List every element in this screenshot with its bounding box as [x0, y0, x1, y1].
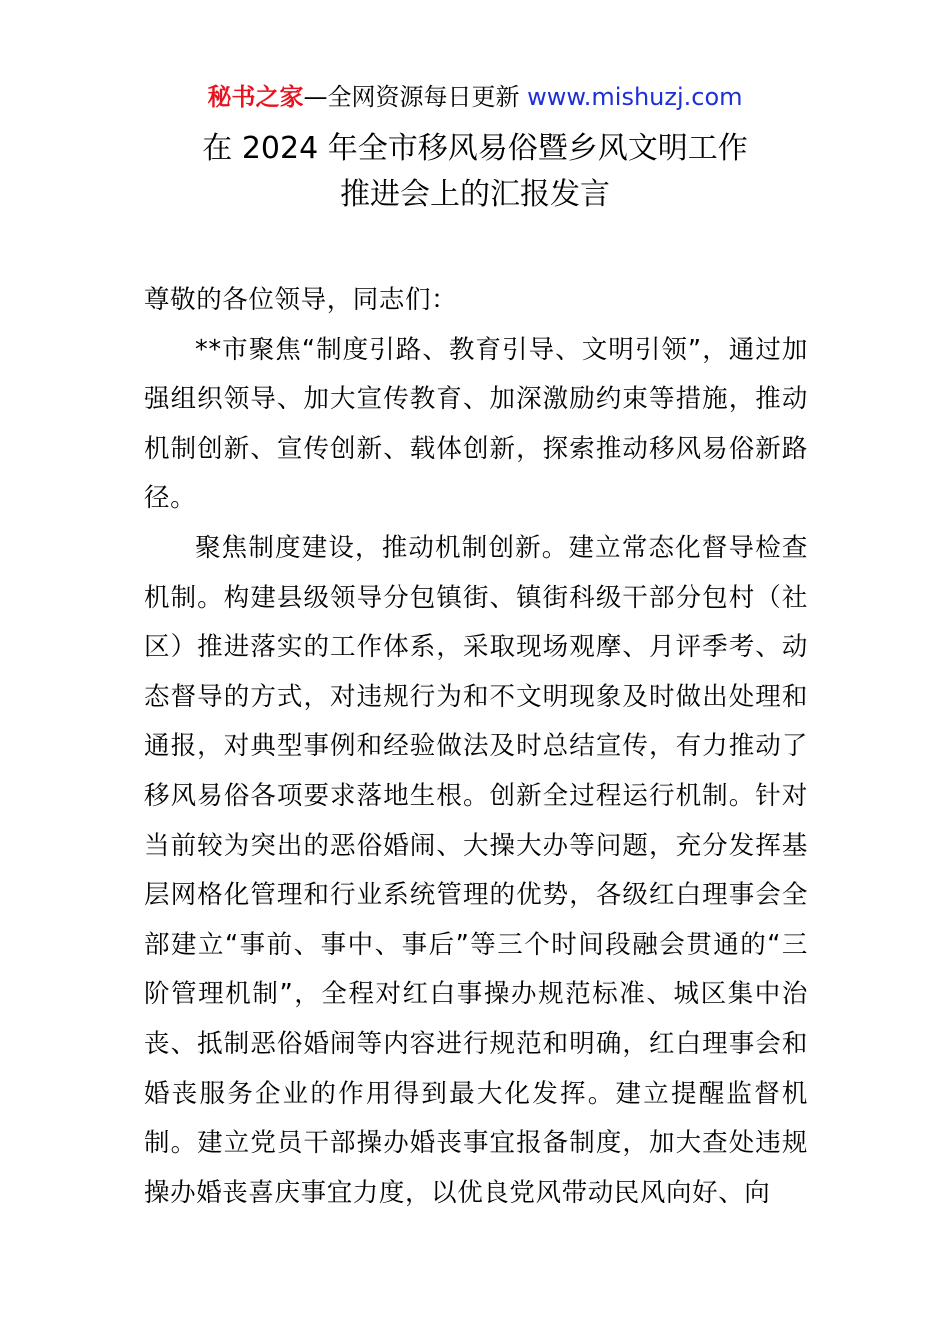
- document-title: [0, 126, 950, 218]
- title-line-2: 推进会上的汇报发言: [340, 177, 610, 212]
- paragraph-mechanism: 聚焦制度建设，推动机制创新。建立常态化督导检查机制。构建县级领导分包镇街、镇街科级干部分包村（社区）推进落实的工作体系，采取现场观摩、月评季考、动态督导的方式，对违规行为和不文明现象及时做出处理和通报，对典型事例和经验做法及时总结宣传，有力推动了移风易俗各项要求落地生根。创新全过程运行机制。针对当前较为突出的恶俗婚闹、大操大办等问题，充分发挥基层网格化管理和行业系统管理的优势，各级红白理事会全部建立“事前、事中、事后”等三个时间段融会贯通的“三阶管理机制”，全程对红白事操办规范标准、城区集中治丧、抵制恶俗婚闹等内容进行规范和明确，红白理事会和婚丧服务企业的作用得到最大化发挥。建立提醒监督机制。建立党员干部操办婚丧事宜报备制度，加大查处违规操办婚丧喜庆事宜力度，以优良党风带动民风向好、向: [144, 532, 808, 1208]
- site-url-link[interactable]: www.mishuzj.com: [527, 83, 743, 111]
- salutation: 尊敬的各位领导，同志们：: [144, 285, 458, 315]
- site-header: [0, 80, 950, 114]
- paragraph-intro: **市聚焦“制度引路、教育引导、文明引领”，通过加强组织领导、加大宣传教育、加深激励约束等措施，推动机制创新、宣传创新、载体创新，探索推动移风易俗新路径。: [144, 334, 808, 514]
- site-tagline: —全网资源每日更新: [303, 83, 528, 111]
- site-brand: 秘书之家: [207, 83, 304, 111]
- document-body: [144, 276, 808, 1218]
- title-line-1: 在 2024 年全市移风易俗暨乡风文明工作: [202, 131, 748, 166]
